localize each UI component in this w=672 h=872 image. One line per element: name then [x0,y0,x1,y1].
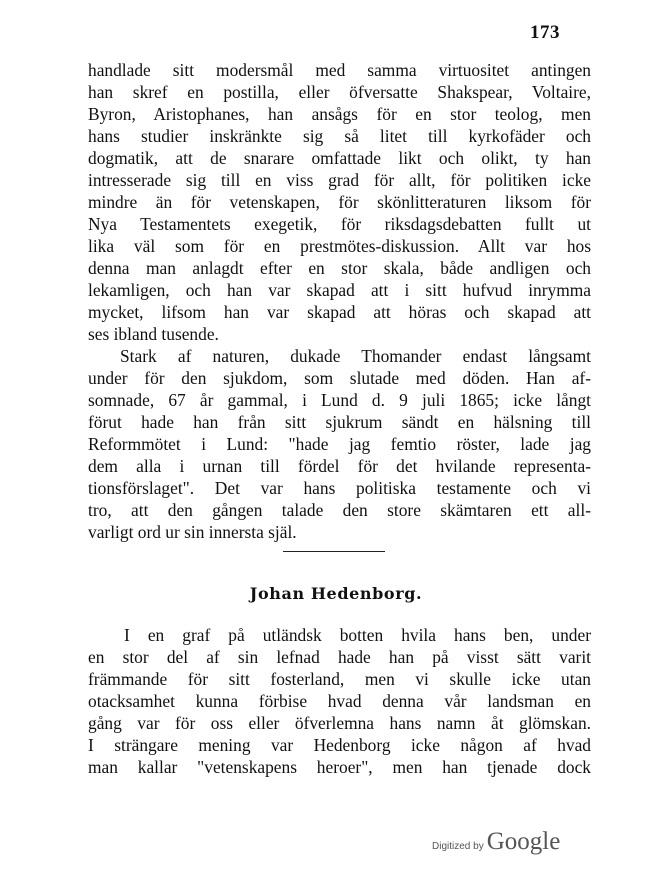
text-line: handlade sitt modersmål med samma virtuositet antingen [88,60,591,80]
text-line: dogmatik, att de snarare omfattade likt och olikt, ty han [88,148,591,168]
text-line: mindre än för vetenskapen, för skönlitteraturen liksom för [88,192,591,212]
text-line: hans studier inskränkte sig så litet till kyrkofäder och [88,126,591,146]
text-line: intresserade sig till en viss grad för allt, för politiken icke [88,170,591,190]
text-line: denna man anlagdt efter en stor skala, både andligen och [88,258,591,278]
text-line: I strängare mening var Hedenborg icke någon af hvad [88,735,591,755]
page-number: 173 [530,22,560,43]
paragraph-thomander-death [88,345,591,543]
text-line: gång var för oss eller öfverlemna hans namn åt glömskan. [88,713,591,733]
text-line: lika väl som för en prestmötes-diskussion. Allt var hos [88,236,591,256]
text-line: man kallar "vetenskapens heroer", men han tjenade dock [88,757,591,777]
paragraph-continuation [88,59,591,345]
text-line: tionsförslaget". Det var hans politiska testamente och vi [88,478,591,498]
digitized-by-google-mark [432,828,560,856]
text-line: Reformmötet i Lund: "hade jag femtio röster, lade jag [88,434,591,454]
text-line: mycket, lifsom han var skapad att höras och skapad att [88,302,591,322]
text-line: dem alla i urnan till fördel för det hvilande representa- [88,456,591,476]
text-line: förut hade han från sitt sjukrum sändt en hälsning till [88,412,591,432]
text-line: Byron, Aristophanes, han ansågs för en stor teolog, men [88,104,591,124]
digitized-by-label: Digitized by [432,841,484,852]
text-line: I en graf på utländsk botten hvila hans ben, under [124,625,591,645]
google-logo-text: Google [486,828,561,855]
text-line: Stark af naturen, dukade Thomander endast långsamt [120,346,591,366]
text-line: under för den sjukdom, som slutade med döden. Han af- [88,368,591,388]
text-line: tro, att den gången talade den store skämtaren ett all- [88,500,591,520]
paragraph-hedenborg [88,624,591,778]
section-heading: Johan Hedenborg. [249,584,423,603]
text-line: lekamligen, och han var skapad att i sitt hufvud inrymma [88,280,591,300]
text-line: han skref en postilla, eller öfversatte Shakspear, Voltaire, [88,82,591,102]
text-line: främmande för sitt fosterland, men vi skulle icke utan [88,669,591,689]
text-line: en stor del af sin lefnad hade han på visst sätt varit [88,647,591,667]
text-line: somnade, 67 år gammal, i Lund d. 9 juli 1865; icke långt [88,390,591,410]
text-line: otacksamhet kunna förbise hvad denna vår landsman en [88,691,591,711]
text-line: Nya Testamentets exegetik, för riksdagsdebatten fullt ut [88,214,591,234]
text-line: varligt ord ur sin innersta själ. [88,522,297,542]
section-divider [283,551,385,552]
text-line: ses ibland tusende. [88,324,219,344]
